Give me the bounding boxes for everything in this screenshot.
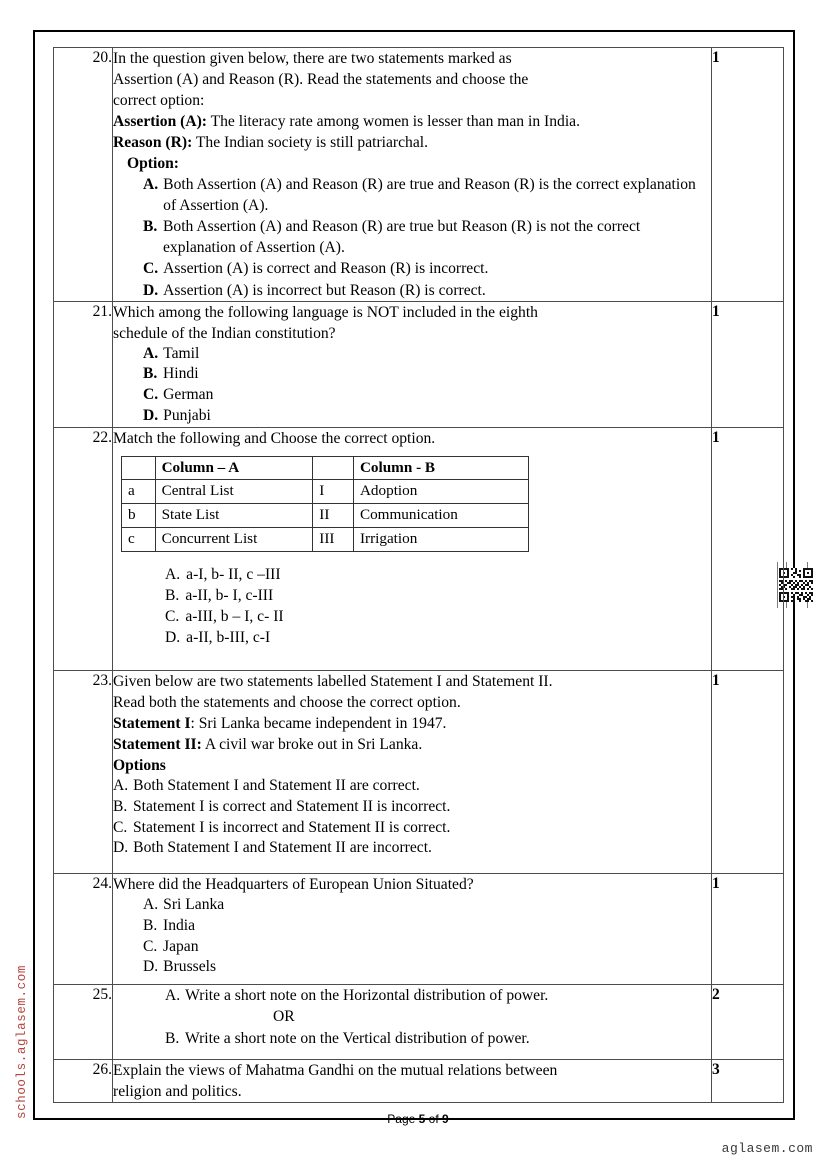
list-item xyxy=(165,1028,711,1049)
option-letter: B. xyxy=(143,916,158,934)
question-body xyxy=(113,874,712,985)
list-item xyxy=(165,585,711,606)
table-row xyxy=(54,301,784,427)
column-header-blank-1 xyxy=(122,456,156,480)
list-item xyxy=(143,385,711,406)
option-letter: B. xyxy=(143,365,158,383)
question-number: 23. xyxy=(54,670,113,873)
option-list xyxy=(113,564,711,648)
option-letter: B. xyxy=(165,586,180,604)
question-marks: 2 xyxy=(712,984,784,1059)
corner-watermark: aglasem.com xyxy=(721,1141,813,1156)
list-item xyxy=(143,895,711,916)
page-number: 5 xyxy=(418,1112,426,1126)
option-text: Assertion (A) is correct and Reason (R) is incorrect. xyxy=(163,260,489,278)
option-letter: C. xyxy=(113,818,128,836)
statement-one-text: : Sri Lanka became independent in 1947. xyxy=(190,714,447,732)
option-text: Brussels xyxy=(163,958,217,976)
option-letter: C. xyxy=(143,937,158,955)
list-item xyxy=(165,606,711,627)
question-intro-line: Read both the statements and choose the correct option. xyxy=(113,693,461,711)
option-letter: C. xyxy=(143,386,159,404)
question-stem-line: Explain the views of Mahatma Gandhi on the mutual relations between xyxy=(113,1061,558,1079)
option-letter: D. xyxy=(113,839,129,857)
option-text: Assertion (A) is incorrect but Reason (R) is correct. xyxy=(163,281,486,299)
option-text: Write a short note on the Horizontal distribution of power. xyxy=(185,986,549,1004)
question-number: 26. xyxy=(54,1059,113,1102)
list-item xyxy=(143,344,711,365)
page-footer-prefix: Page xyxy=(387,1112,419,1126)
option-text: Hindi xyxy=(163,365,199,383)
match-key: c xyxy=(122,527,156,551)
match-col-b: Adoption xyxy=(353,480,528,504)
match-col-b: Communication xyxy=(353,504,528,528)
table-row xyxy=(54,670,784,873)
spacer xyxy=(113,1049,711,1059)
question-marks: 1 xyxy=(712,874,784,985)
option-letter: B. xyxy=(165,1029,180,1047)
option-text: Statement I is incorrect and Statement II is correct. xyxy=(133,818,451,836)
qr-code-icon xyxy=(779,568,813,602)
match-col-a: Concurrent List xyxy=(155,527,313,551)
option-text: Statement I is correct and Statement II is incorrect. xyxy=(133,797,451,815)
option-text: Punjabi xyxy=(163,406,211,424)
option-text: a-II, b-III, c-I xyxy=(186,628,271,646)
table-row xyxy=(54,427,784,670)
option-letter: A. xyxy=(143,344,159,362)
option-letter: D. xyxy=(165,628,181,646)
reason-paragraph xyxy=(113,132,711,153)
list-item xyxy=(113,838,711,859)
list-item xyxy=(143,174,711,216)
question-number: 25. xyxy=(54,984,113,1059)
option-text: Japan xyxy=(163,937,199,955)
option-text: Tamil xyxy=(163,344,200,362)
match-roman: III xyxy=(313,527,354,551)
option-text: Both Assertion (A) and Reason (R) are true and Reason (R) is the correct explanation of Assertion (A). xyxy=(163,176,696,215)
spacer xyxy=(113,648,711,670)
question-table xyxy=(53,47,784,1103)
option-text: Both Statement I and Statement II are correct. xyxy=(133,777,420,795)
table-row xyxy=(122,480,529,504)
match-key: a xyxy=(122,480,156,504)
option-list xyxy=(113,1028,711,1049)
question-number: 22. xyxy=(54,427,113,670)
list-item xyxy=(113,818,711,839)
or-separator: OR xyxy=(273,1008,295,1026)
question-marks: 3 xyxy=(712,1059,784,1102)
option-letter: A. xyxy=(143,896,159,914)
question-stem-line: religion and politics. xyxy=(113,1082,242,1100)
statement-one-label: Statement I xyxy=(113,714,191,732)
list-item xyxy=(143,216,711,258)
table-row xyxy=(54,1059,784,1102)
match-col-b: Irrigation xyxy=(353,527,528,551)
question-stem: Where did the Headquarters of European Union Situated? xyxy=(113,876,474,893)
question-marks: 1 xyxy=(712,670,784,873)
option-letter: B. xyxy=(113,797,128,815)
option-text: Sri Lanka xyxy=(163,896,225,914)
question-intro-line: correct option: xyxy=(113,92,205,110)
list-item xyxy=(113,797,711,818)
question-number: 20. xyxy=(54,48,113,302)
list-item xyxy=(143,364,711,385)
table-row xyxy=(54,984,784,1059)
question-body xyxy=(113,301,712,427)
question-marks: 1 xyxy=(712,301,784,427)
assertion-text: The literacy rate among women is lesser than man in India. xyxy=(210,113,580,131)
option-list xyxy=(113,344,711,427)
column-header-blank-2 xyxy=(313,456,354,480)
option-text: a-III, b – I, c- II xyxy=(185,607,284,625)
option-list xyxy=(113,776,711,859)
assertion-label: Assertion (A): xyxy=(113,113,207,131)
option-text: a-II, b- I, c-III xyxy=(185,586,274,604)
table-row xyxy=(122,527,529,551)
option-list xyxy=(113,174,711,300)
statement-two-label: Statement II: xyxy=(113,735,202,753)
list-item xyxy=(143,957,711,978)
option-text: Write a short note on the Vertical distribution of power. xyxy=(185,1029,530,1047)
question-marks: 1 xyxy=(712,427,784,670)
option-letter: D. xyxy=(143,958,159,976)
option-list xyxy=(113,895,711,978)
page-footer-middle: of xyxy=(425,1112,443,1126)
column-header-b: Column - B xyxy=(353,456,528,480)
question-number: 21. xyxy=(54,301,113,427)
match-columns-table xyxy=(121,456,529,552)
statement-one-paragraph xyxy=(113,713,711,734)
table-row xyxy=(122,504,529,528)
list-item xyxy=(143,937,711,958)
list-item xyxy=(113,776,711,797)
page-footer xyxy=(53,1112,783,1126)
list-item xyxy=(165,627,711,648)
question-stem-line: schedule of the Indian constitution? xyxy=(113,324,336,342)
side-watermark: schools.aglasem.com xyxy=(15,965,29,1119)
option-letter: A. xyxy=(143,176,159,194)
table-row xyxy=(54,48,784,302)
option-letter: A. xyxy=(113,777,129,795)
question-intro-line: Given below are two statements labelled Statement I and Statement II. xyxy=(113,672,553,690)
match-col-a: Central List xyxy=(155,480,313,504)
spacer xyxy=(113,859,711,873)
question-body xyxy=(113,48,712,302)
option-list xyxy=(113,985,711,1006)
option-text: a-I, b- II, c –III xyxy=(186,565,281,583)
list-item xyxy=(143,916,711,937)
list-item xyxy=(165,985,711,1006)
question-body xyxy=(113,984,712,1059)
match-col-a: State List xyxy=(155,504,313,528)
list-item xyxy=(165,564,711,585)
question-intro-line: Assertion (A) and Reason (R). Read the statements and choose the xyxy=(113,71,529,89)
table-row xyxy=(54,874,784,985)
question-body xyxy=(113,427,712,670)
spacer xyxy=(113,978,711,984)
option-letter: D. xyxy=(143,281,159,299)
assertion-paragraph xyxy=(113,111,711,132)
reason-label: Reason (R): xyxy=(113,134,193,152)
question-marks: 1 xyxy=(712,48,784,302)
statement-two-paragraph xyxy=(113,734,711,755)
option-letter: C. xyxy=(165,607,180,625)
column-header-a: Column – A xyxy=(155,456,313,480)
question-body xyxy=(113,1059,712,1102)
question-stem-line: Which among the following language is NOT included in the eighth xyxy=(113,303,538,321)
options-heading: Options xyxy=(113,757,166,775)
option-letter: C. xyxy=(143,260,159,278)
match-roman: I xyxy=(313,480,354,504)
option-text: Both Statement I and Statement II are incorrect. xyxy=(133,839,432,857)
match-key: b xyxy=(122,504,156,528)
list-item xyxy=(143,406,711,427)
question-intro-line: In the question given below, there are two statements marked as xyxy=(113,50,512,67)
question-number: 24. xyxy=(54,874,113,985)
option-letter: A. xyxy=(165,986,181,1004)
question-stem: Match the following and Choose the correct option. xyxy=(113,429,436,447)
statement-two-text: A civil war broke out in Sri Lanka. xyxy=(204,735,423,753)
option-text: Both Assertion (A) and Reason (R) are true but Reason (R) is not the correct explanation of Assertion (A). xyxy=(163,218,641,257)
option-heading: Option: xyxy=(127,155,179,173)
list-item xyxy=(143,280,711,301)
option-letter: D. xyxy=(143,406,159,424)
option-letter: B. xyxy=(143,218,158,236)
reason-text: The Indian society is still patriarchal. xyxy=(195,134,428,152)
question-body xyxy=(113,670,712,873)
table-header-row xyxy=(122,456,529,480)
list-item xyxy=(143,258,711,279)
option-text: German xyxy=(163,386,214,404)
match-roman: II xyxy=(313,504,354,528)
option-letter: A. xyxy=(165,565,181,583)
option-text: India xyxy=(163,916,196,934)
page-total: 9 xyxy=(442,1112,449,1126)
